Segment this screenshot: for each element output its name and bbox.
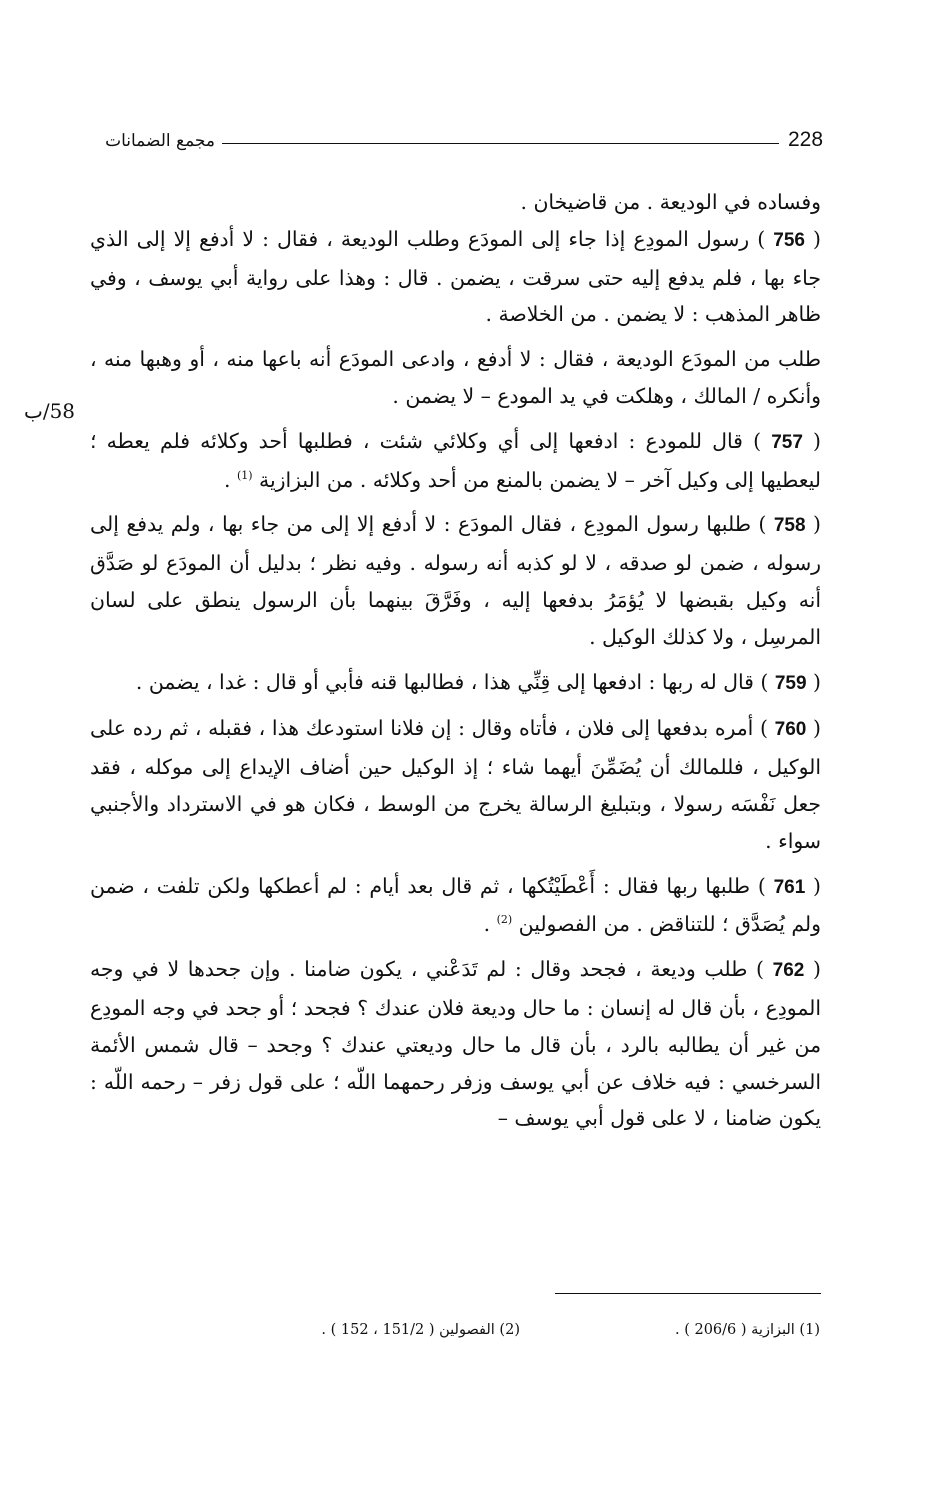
paragraph-760: ( 760 ) أمره بدفعها إلى فلان ، فأتاه وقال : إن فلانا استودعك هذا ، فقبله ، ثم رده على الوكيل ، فللمالك أن يُضَمِّنَ أيهما شاء ؛ إذ الوكيل حين أضاف الإيداع إلى موكله ، فقد جعل نَفْسَه رسولا ، وبتبليغ الرسالة يخرج من الوسط ، فكان هو في الاسترداد والأجنبي سواء . xyxy=(90,716,822,853)
paragraph-761: ( 761 ) طلبها ربها فقال : أَعْطَيْتُكها ، ثم قال بعد أيام : لم أعطكها ولكن تلفت ، ضمن ولم يُصَدَّق ؛ للتناقض . من الفصولين $^{(2)}$ . xyxy=(90,873,822,937)
margin-reference: 58/ب xyxy=(24,399,76,423)
entry-number: 760 xyxy=(774,719,807,741)
entry-number: 757 xyxy=(771,431,803,453)
entry-number: 758 xyxy=(773,515,806,537)
footnote-1: (1) البزازية ( 206/6 ) . xyxy=(675,1322,820,1338)
paragraph-758: ( 758 ) طلبها رسول المودِع ، فقال المودَع : لا أدفع إلا إلى من جاء بها ، ولم يدفع إلى رسوله ، ضمن لو صدقه ، لا لو كذبه أنه رسوله . وفيه نظر ؛ بدليل أن المودَع لو صَدَّق أنه وكيل بقبضها لا يُؤمَرُ بدفعها إليه ، وفَرَّقَ بينهما بأن الرسول ينطق على لسان المرسِل ، ولا كذلك الوكيل . xyxy=(90,512,821,649)
book-title: مجمع الضمانات xyxy=(105,131,215,151)
paragraph-757: ( 757 ) قال للمودع : ادفعها إلى أي وكلائي شئت ، فطلبها أحد وكلائه فلم يعطه ؛ ليعطيها إلى وكيل آخر – لا يضمن بالمنع من أحد وكلائه . من البزازية $^{(1)}$ . xyxy=(90,428,822,492)
body-text xyxy=(90,184,821,1145)
entry-number: 756 xyxy=(773,229,805,251)
paragraph: وفساده في الوديعة . من قاضيخان . xyxy=(520,190,821,214)
entry-number: 762 xyxy=(772,960,805,982)
header-rule xyxy=(222,143,779,144)
entry-number: 761 xyxy=(773,876,806,898)
paragraph: طلب من المودَع الوديعة ، فقال : لا أدفع ، وادعى المودَع أنه باعها منه ، أو وهبها منه ، وأنكره / المالك ، وهلكت في يد المودع – لا يضمن . xyxy=(90,347,821,408)
paragraph-756: ( 756 ) رسول المودِع إذا جاء إلى المودَع وطلب الوديعة ، فقال : لا أدفع إلا إلى الذي جاء بها ، فلم يدفع إليه حتى سرقت ، يضمن . قال : وهذا على رواية أبي يوسف ، وفي ظاهر المذهب : لا يضمن . من الخلاصة . xyxy=(90,226,822,327)
entry-number: 759 xyxy=(774,672,807,694)
paragraph-759: ( 759 ) قال له ربها : ادفعها إلى قِنِّي هذا ، فطالبها قنه فأبي أو قال : غدا ، يضمن . xyxy=(135,669,821,694)
footnotes xyxy=(200,1322,820,1346)
footnote-marker: (1) xyxy=(236,468,253,482)
footnote-2: (2) الفصولين ( 151/2 ، 152 ) . xyxy=(321,1322,520,1338)
paragraph-762: ( 762 ) طلب وديعة ، فجحد وقال : لم تَدَعْني ، يكون ضامنا . وإن جحدها لا في وجه المودِع ، بأن قال له إنسان : ما حال وديعة فلان عندك ؟ فجحد ؛ أو جحد في وجه المودِع من غير أن يطالبه بالرد ، بأن قال ما حال وديعتي عندك ؟ وجحد – قال شمس الأئمة السرخسي : فيه خلاف عن أبي يوسف وزفر رحمهما اللّه ؛ على قول زفر – رحمه اللّه : يكون ضامنا ، لا على قول أبي يوسف – xyxy=(90,957,821,1131)
footnote-marker: (2) xyxy=(496,913,513,927)
footnote-rule xyxy=(555,1293,821,1294)
page-number: 228 xyxy=(788,128,824,151)
